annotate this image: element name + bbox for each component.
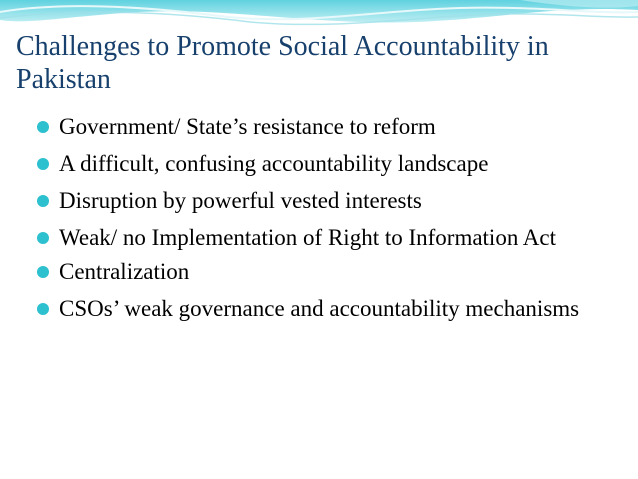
bullet-text: A difficult, confusing accountability landscape [59,151,489,176]
bullet-dot-icon [37,195,49,207]
bullet-text: CSOs’ weak governance and accountability mechanisms [59,296,580,321]
bullet-item [36,113,626,140]
bullet-dot-icon [37,232,49,244]
bullet-item [36,295,626,322]
bullet-text: Government/ State’s resistance to reform [59,114,436,139]
header-wave-banner [0,0,638,30]
bullet-dot-icon [37,303,49,315]
slide-title: Challenges to Promote Social Accountability in Pakistan [16,31,549,95]
bullet-list [36,113,626,332]
bullet-item [36,258,626,285]
bullet-item [36,224,626,251]
bullet-dot-icon [37,121,49,133]
bullet-dot-icon [37,158,49,170]
bullet-dot-icon [37,266,49,278]
bullet-item [36,150,626,177]
bullet-text: Disruption by powerful vested interests [59,188,422,213]
bullet-text: Centralization [59,259,190,284]
bullet-text: Weak/ no Implementation of Right to Information Act [59,225,557,250]
bullet-item [36,187,626,214]
